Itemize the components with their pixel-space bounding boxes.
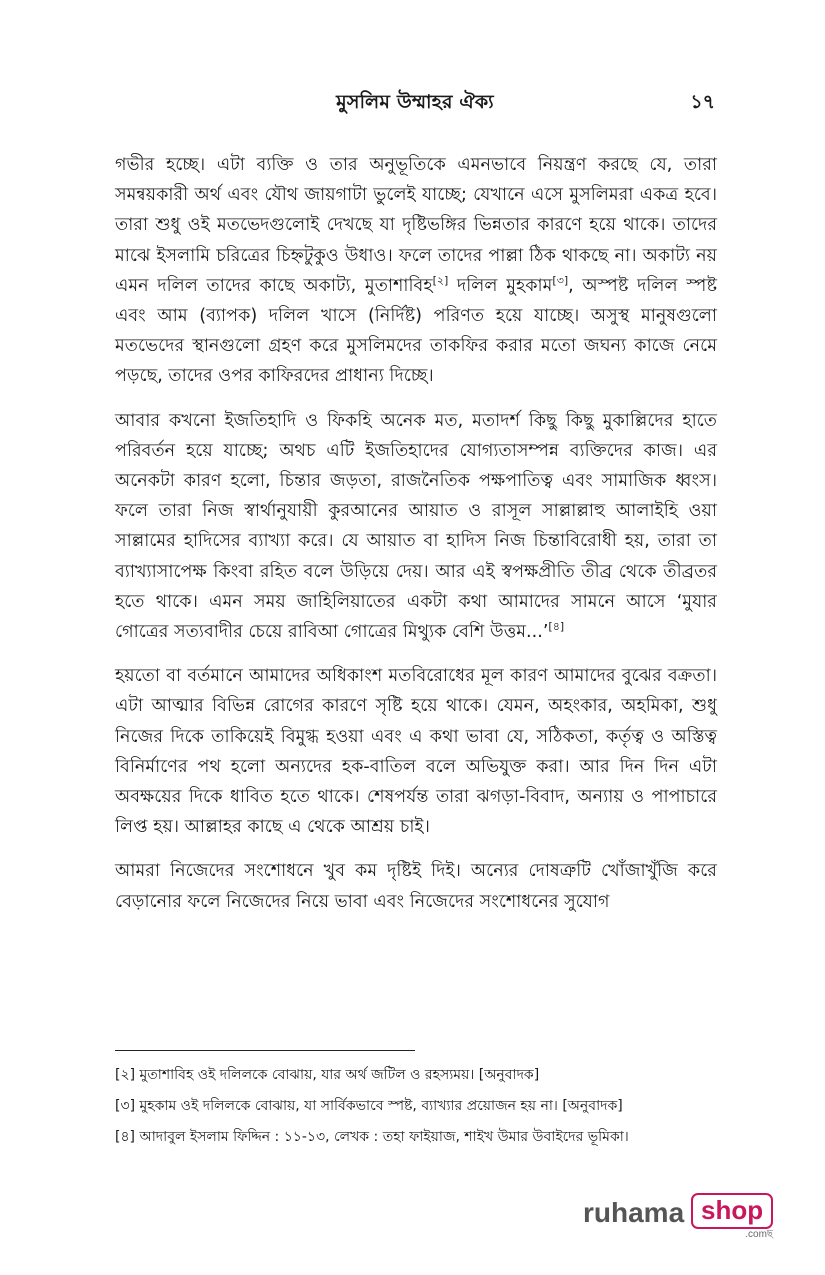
paragraph-text: আবার কখনো ইজতিহাদি ও ফিকহি অনেক মত, মতাদর্শ কিছু কিছু মুকাল্লিদের হাতে পরিবর্তন হয়ে যাচ্ছে; অথচ এটি ইজতিহাদের যোগ্যতাসম্পন্ন ব্যক্তিদের কাজ। এর অনেকটা কারণ হলো, চিন্তার জড়তা, রাজনৈতিক পক্ষপাতিত্ব এবং সামাজিক ধ্বংস। ফলে তারা নিজ স্বার্থানুযায়ী কুরআনের আয়াত ও রাসূল সাল্লাল্লাহু আলাইহি ওয়া সাল্লামের হাদিসের ব্যাখ্যা করে। যে আয়াত বা হাদিস নিজ চিন্তাবিরোধী হয়, তারা তা ব্যাখ্যাসাপেক্ষ কিংবা রহিত বলে উড়িয়ে দেয়। আর এই স্বপক্ষপ্রীতি তীব্র থেকে তীব্রতর হতে থাকে। এমন সময় জাহিলিয়াতের একটা কথা আমাদের সামনে আসে ‘মুযার গোত্রের সত্যবাদীর চেয়ে রাবিআ গোত্রের মিথ্যুক বেশি উত্তম...’ (115, 410, 717, 643)
footnote-marker: [২] (432, 273, 449, 287)
logo-text-right: shop (691, 1193, 773, 1229)
body-text (115, 150, 717, 931)
footnote: [৪] আদাবুল ইসলাম ফিদ্দিন : ১১-১৩, লেখক : তহা ফাইয়াজ, শাইখ উমার উবাইদের ভূমিকা। (115, 1129, 629, 1145)
paragraph-text: গভীর হচ্ছে। এটা ব্যক্তি ও তার অনুভূতিকে এমনভাবে নিয়ন্ত্রণ করছে যে, তারা সমন্বয়কারী অর্থ এবং যৌথ জায়গাটা ভুলেই যাচ্ছে; যেখানে এসে মুসলিমরা একত্র হবে। তারা শুধু ওই মতভেদগুলোই দেখছে যা দৃষ্টিভঙ্গির ভিন্নতার কারণে হয়ে থাকে। তাদের মাঝে ইসলামি চরিত্রের চিহ্নটুকুও উধাও। ফলে তাদের পাল্লা ঠিক থাকছে না। অকাট্য নয় এমন দলিল তাদের কাছে অকাট্য, মুতাশাবিহ (115, 155, 717, 296)
publisher-logo (583, 1193, 773, 1240)
footnote-divider (115, 1050, 415, 1051)
paragraph (115, 406, 717, 648)
footnotes (115, 1064, 725, 1157)
paragraph-text: আমরা নিজেদের সংশোধনে খুব কম দৃষ্টিই দিই। অন্যের দোষত্রুটি খোঁজাখুঁজি করে বেড়ানোর ফলে নিজেদের নিয়ে ভাবা এবং নিজেদের সংশোধনের সুযোগ (115, 861, 717, 912)
paragraph-text: হয়তো বা বর্তমানে আমাদের অধিকাংশ মতবিরোধের মূল কারণ আমাদের বুঝের বক্রতা। এটা আত্মার বিভিন্ন রোগের কারণে সৃষ্টি হয়ে থাকে। যেমন, অহংকার, অহমিকা, শুধু নিজের দিকে তাকিয়েই বিমুগ্ধ হওয়া এবং এ কথা ভাবা যে, সঠিকতা, কর্তৃত্ব ও অস্তিত্ব বিনির্মাণের পথ হলো অন্যদের হক-বাতিল বলে অভিযুক্ত করা। আর দিন দিন এটা অবক্ষয়ের দিকে ধাবিত হতে থাকে। শেষপর্যন্ত তারা ঝগড়া-বিবাদ, অন্যায় ও পাপাচারে লিপ্ত হয়। আল্লাহর কাছে এ থেকে আশ্রয় চাই। (115, 666, 717, 838)
footnote: [২] মুতাশাবিহ ওই দলিলকে বোঝায়, যার অর্থ জটিল ও রহস্যময়। [অনুবাদক] (115, 1067, 540, 1083)
footnote-marker: [৪] (548, 620, 565, 634)
paragraph (115, 150, 717, 392)
paragraph-text: দলিল মুহকাম (448, 275, 553, 296)
paragraph-text: , অস্পষ্ট দলিল স্পষ্ট এবং আম (ব্যাপক) দলিল খাসে (নির্দিষ্ট) পরিণত হয়ে যাচ্ছে। অসুস্থ মানুষগুলো মতভেদের স্থানগুলো গ্রহণ করে মুসলিমদের তাকফির করার মতো জঘন্য কাজে নেমে পড়ছে, তাদের ওপর কাফিরদের প্রাধান্য দিচ্ছে। (115, 275, 717, 387)
logo-text-domain: .comছ (745, 1229, 773, 1240)
paragraph (115, 856, 717, 916)
page-header (115, 88, 715, 124)
paragraph (115, 661, 717, 842)
running-title: মুসলিম উম্মাহর ঐক্য (336, 91, 494, 113)
logo-text-left: ruhama (583, 1197, 685, 1228)
footnote: [৩] মুহকাম ওই দলিলকে বোঝায়, যা সার্বিকভাবে স্পষ্ট, ব্যাখ্যার প্রয়োজন হয় না। [অনুবাদক] (115, 1098, 623, 1114)
footnote-marker: [৩] (552, 273, 569, 287)
page-number: ১৭ (690, 91, 715, 113)
